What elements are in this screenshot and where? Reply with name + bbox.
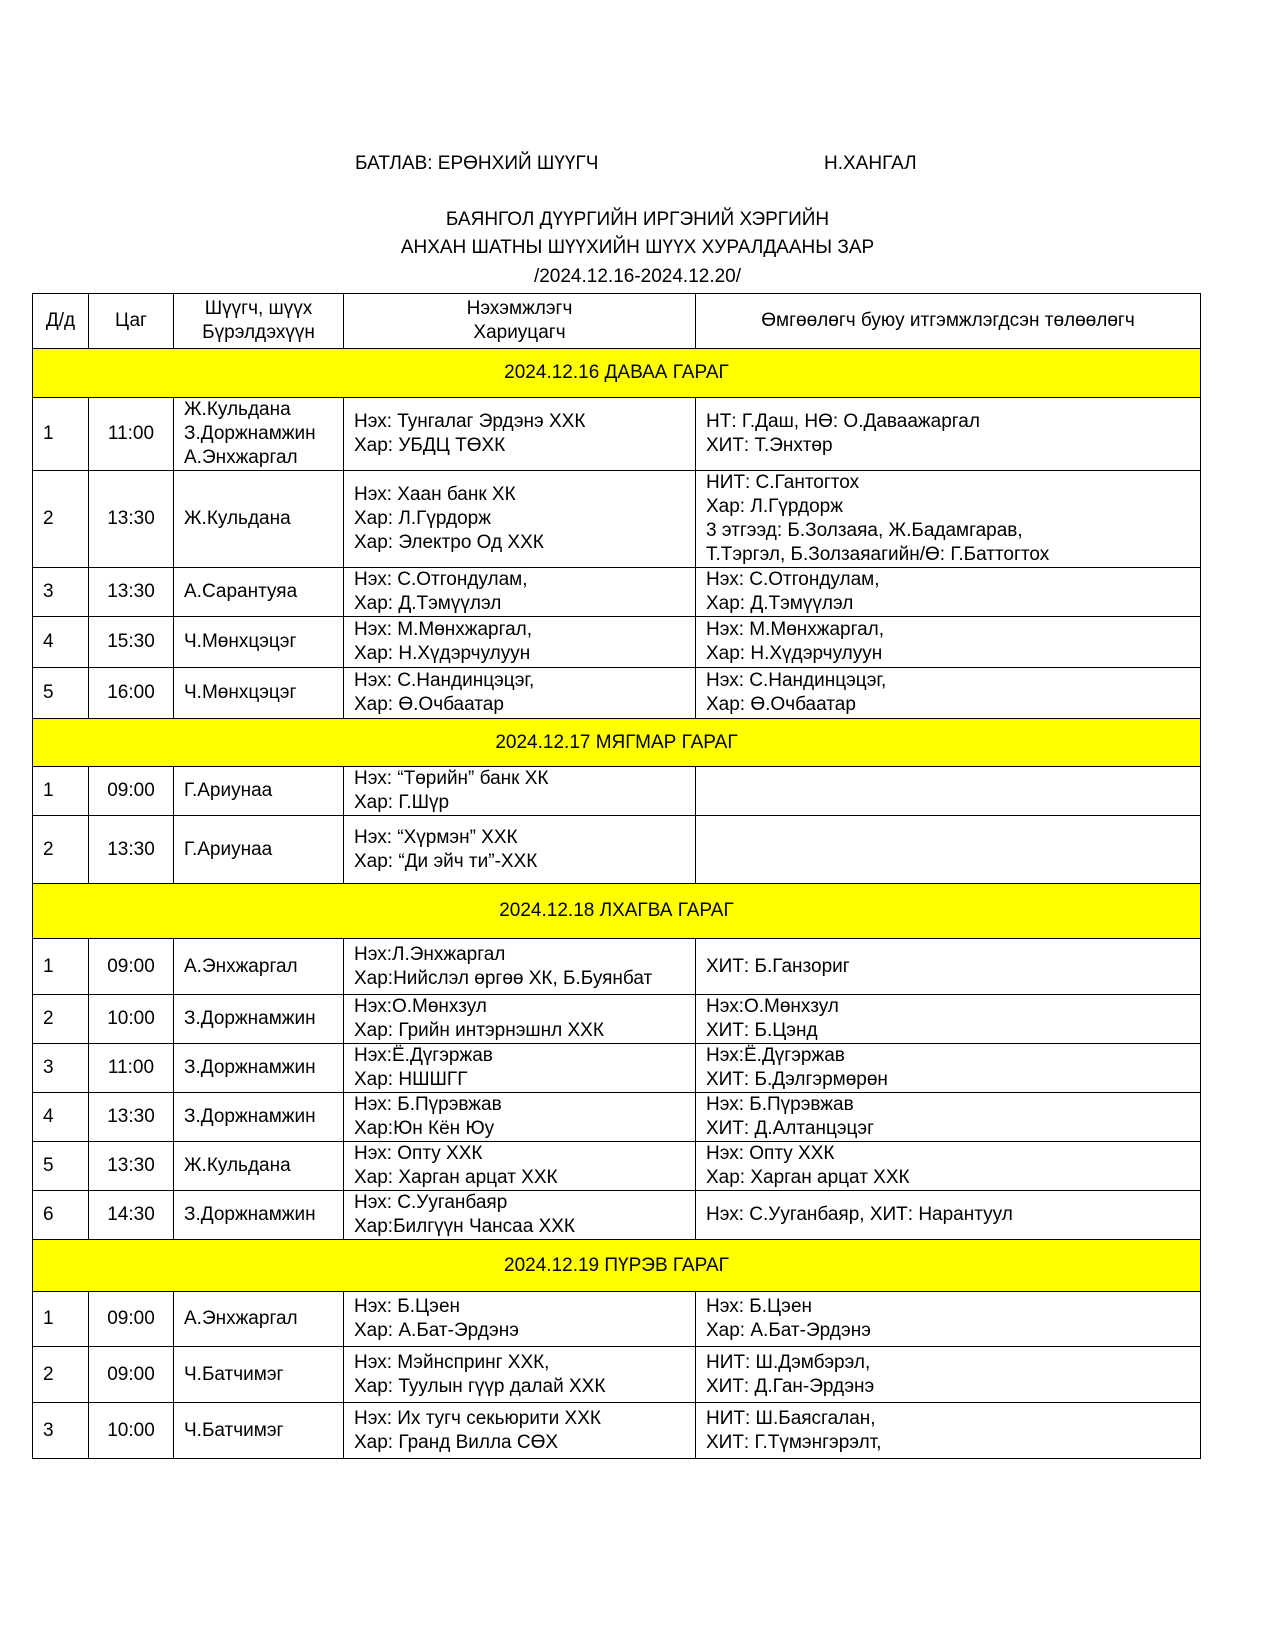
representatives xyxy=(696,568,1201,617)
parties-line: Нэх: Их тугч секьюрити ХХК xyxy=(354,1407,601,1429)
hearing-time: 09:00 xyxy=(89,1292,174,1347)
representatives-line: Хар: Л.Гүрдорж xyxy=(706,496,843,517)
parties-line: Хар: Гранд Вилла СӨХ xyxy=(354,1431,559,1453)
representatives-line: НТ: Г.Даш, НӨ: О.Даваажаргал xyxy=(706,411,980,432)
row-number: 2 xyxy=(33,471,89,568)
row-number: 1 xyxy=(33,939,89,995)
row-number: 1 xyxy=(33,767,89,816)
parties-line: Нэх: Б.Цэен xyxy=(354,1296,461,1317)
judge xyxy=(174,816,344,884)
representatives-line: ХИТ: Д.Ган-Эрдэнэ xyxy=(706,1375,875,1397)
parties xyxy=(344,668,696,719)
judge xyxy=(174,398,344,471)
parties-line: Нэх: С.Отгондулам, xyxy=(354,569,528,590)
representatives-line: Хар: Ө.Очбаатар xyxy=(706,694,856,715)
header-parties: Нэхэмжлэгч Хариуцагч xyxy=(344,294,696,349)
parties-line: Хар:Билгүүн Чансаа ХХК xyxy=(354,1216,576,1237)
parties-line: Нэх:Л.Энхжаргал xyxy=(354,943,506,965)
parties-line: Хар: Г.Шүр xyxy=(354,792,450,813)
hearing-time: 11:00 xyxy=(89,1044,174,1093)
row-number: 1 xyxy=(33,398,89,471)
day-header-row xyxy=(33,1240,1201,1292)
hearing-row xyxy=(33,471,1201,568)
representatives-line: ХИТ: Б.Ганзориг xyxy=(706,955,850,977)
judge xyxy=(174,1403,344,1459)
representatives-line: НИТ: Ш.Баясгалан, xyxy=(706,1407,876,1429)
approval-label: БАТЛАВ: ЕРӨНХИЙ ШҮҮГЧ xyxy=(355,153,599,174)
judge-line: А.Сарантуяа xyxy=(184,581,298,602)
representatives-line: Хар: А.Бат-Эрдэнэ xyxy=(706,1320,871,1341)
representatives-line: Хар: Н.Хүдэрчулуун xyxy=(706,643,883,664)
representatives-line: ХИТ: Д.Алтанцэцэг xyxy=(706,1118,875,1139)
parties-line: Хар: Д.Тэмүүлэл xyxy=(354,593,502,614)
judge xyxy=(174,617,344,668)
hearing-time: 09:00 xyxy=(89,939,174,995)
hearing-row xyxy=(33,1142,1201,1191)
hearing-time: 13:30 xyxy=(89,1093,174,1142)
representatives-line: Нэх:О.Мөнхзул xyxy=(706,996,839,1017)
judge-line: Г.Ариунаа xyxy=(184,780,273,801)
parties xyxy=(344,471,696,568)
parties xyxy=(344,1292,696,1347)
hearing-time: 09:00 xyxy=(89,767,174,816)
table-header-row xyxy=(33,294,1201,349)
hearing-row xyxy=(33,816,1201,884)
judge-line: З.Доржнамжин xyxy=(184,1106,316,1127)
representatives-line: Хар: Харган арцат ХХК xyxy=(706,1167,910,1188)
parties-line: Хар: Ө.Очбаатар xyxy=(354,694,504,715)
hearing-row xyxy=(33,668,1201,719)
row-number: 5 xyxy=(33,1142,89,1191)
row-number: 5 xyxy=(33,668,89,719)
judge xyxy=(174,767,344,816)
parties xyxy=(344,1142,696,1191)
judge-line: З.Доржнамжин xyxy=(184,1057,316,1078)
day-header-row xyxy=(33,884,1201,939)
row-number: 3 xyxy=(33,568,89,617)
representatives xyxy=(696,471,1201,568)
header-judge: Шүүгч, шүүх Бүрэлдэхүүн xyxy=(174,294,344,349)
judge-line: А.Энхжаргал xyxy=(184,1308,298,1329)
parties xyxy=(344,816,696,884)
parties xyxy=(344,568,696,617)
hearing-row xyxy=(33,939,1201,995)
representatives xyxy=(696,617,1201,668)
representatives xyxy=(696,668,1201,719)
hearing-row xyxy=(33,1044,1201,1093)
representatives xyxy=(696,398,1201,471)
parties xyxy=(344,939,696,995)
parties-line: Хар: УБДЦ ТӨХК xyxy=(354,435,506,456)
judge-line: З.Доржнамжин xyxy=(184,1204,316,1225)
parties-line: Нэх: Б.Пүрэвжав xyxy=(354,1094,502,1115)
parties-line: Нэх: Тунгалаг Эрдэнэ ХХК xyxy=(354,411,586,432)
representatives xyxy=(696,767,1201,816)
hearing-row xyxy=(33,1403,1201,1459)
judge-line: Ж.Кульдана xyxy=(184,399,291,420)
representatives-line: ХИТ: Г.Түмэнгэрэлт, xyxy=(706,1431,882,1453)
representatives-line: Хар: Д.Тэмүүлэл xyxy=(706,593,854,614)
representatives-line: 3 этгээд: Б.Золзаяа, Ж.Бадамгарав, xyxy=(706,520,1023,541)
representatives-line: Нэх: Опту ХХК xyxy=(706,1143,835,1164)
day-label: 2024.12.18 ЛХАГВА ГАРАГ xyxy=(33,884,1201,939)
parties-line: Нэх: М.Мөнхжаргал, xyxy=(354,619,533,640)
hearing-time: 13:30 xyxy=(89,568,174,617)
representatives-line: НИТ: Ш.Дэмбэрэл, xyxy=(706,1351,871,1373)
parties xyxy=(344,995,696,1044)
representatives-line: ХИТ: Т.Энхтөр xyxy=(706,435,833,456)
representatives xyxy=(696,1093,1201,1142)
judge xyxy=(174,1044,344,1093)
representatives-line: Нэх: Б.Цэен xyxy=(706,1296,813,1317)
header-representatives: Өмгөөлөгч буюу итгэмжлэгдсэн төлөөлөгч xyxy=(696,294,1201,349)
representatives xyxy=(696,939,1201,995)
parties-line: Нэх: С.Ууганбаяр xyxy=(354,1192,508,1213)
judge xyxy=(174,1093,344,1142)
parties-line: Нэх: Опту ХХК xyxy=(354,1143,483,1164)
representatives-line: Нэх: Б.Пүрэвжав xyxy=(706,1094,854,1115)
representatives xyxy=(696,1142,1201,1191)
representatives-line: Нэх: М.Мөнхжаргал, xyxy=(706,619,885,640)
row-number: 3 xyxy=(33,1044,89,1093)
judge-line: Г.Ариунаа xyxy=(184,838,273,860)
row-number: 4 xyxy=(33,617,89,668)
parties-line: Хар:Юн Кён Юу xyxy=(354,1118,495,1139)
day-header-row xyxy=(33,349,1201,398)
parties-line: Хар:Нийслэл өргөө ХК, Б.Буянбат xyxy=(354,967,653,989)
parties-line: Нэх:О.Мөнхзул xyxy=(354,996,487,1017)
parties xyxy=(344,1044,696,1093)
parties-line: Хар: “Ди эйч ти”-ХХК xyxy=(354,850,538,872)
hearing-time: 13:30 xyxy=(89,1142,174,1191)
parties-line: Хар: Харган арцат ХХК xyxy=(354,1167,558,1188)
hearing-schedule-table xyxy=(32,293,1201,1459)
representatives xyxy=(696,1044,1201,1093)
judge xyxy=(174,668,344,719)
hearing-row xyxy=(33,1347,1201,1403)
hearing-row xyxy=(33,568,1201,617)
representatives xyxy=(696,1347,1201,1403)
judge-line: Ч.Мөнхцэцэг xyxy=(184,682,297,703)
hearing-time: 13:30 xyxy=(89,816,174,884)
judge-line: А.Энхжаргал xyxy=(184,447,298,468)
row-number: 1 xyxy=(33,1292,89,1347)
parties-line: Хар: Н.Хүдэрчулуун xyxy=(354,643,531,664)
row-number: 2 xyxy=(33,1347,89,1403)
hearing-time: 13:30 xyxy=(89,471,174,568)
hearing-time: 10:00 xyxy=(89,1403,174,1459)
representatives-line: Нэх: С.Отгондулам, xyxy=(706,569,880,590)
schedule-title: АНХАН ШАТНЫ ШҮҮХИЙН ШҮҮХ ХУРАЛДААНЫ ЗАР xyxy=(400,237,875,258)
hearing-time: 10:00 xyxy=(89,995,174,1044)
judge-line: Ж.Кульдана xyxy=(184,1155,291,1176)
approver-name: Н.ХАНГАЛ xyxy=(824,153,917,174)
hearing-row xyxy=(33,1191,1201,1240)
representatives xyxy=(696,1191,1201,1240)
parties xyxy=(344,617,696,668)
day-header-row xyxy=(33,719,1201,767)
approval-line xyxy=(0,153,1275,179)
parties-line: Нэх: “Хүрмэн” ХХК xyxy=(354,826,518,848)
representatives-line: Нэх: С.Ууганбаяр, ХИТ: Нарантуул xyxy=(706,1204,1013,1225)
representatives xyxy=(696,1292,1201,1347)
judge xyxy=(174,1347,344,1403)
hearing-time: 16:00 xyxy=(89,668,174,719)
representatives-line: Нэх:Ё.Дүгэржав xyxy=(706,1045,845,1066)
judge xyxy=(174,471,344,568)
hearing-row xyxy=(33,1093,1201,1142)
hearing-row xyxy=(33,995,1201,1044)
hearing-row xyxy=(33,617,1201,668)
representatives-line: ХИТ: Б.Дэлгэрмөрөн xyxy=(706,1069,888,1090)
judge-line: Ч.Батчимэг xyxy=(184,1363,284,1385)
parties-line: Хар: Грийн интэрнэшнл ХХК xyxy=(354,1020,604,1041)
parties xyxy=(344,398,696,471)
hearing-row xyxy=(33,767,1201,816)
row-number: 3 xyxy=(33,1403,89,1459)
parties-line: Нэх: Хаан банк ХК xyxy=(354,484,516,505)
representatives xyxy=(696,995,1201,1044)
parties-line: Нэх: Мэйнспринг ХХК, xyxy=(354,1351,550,1373)
judge xyxy=(174,995,344,1044)
row-number: 2 xyxy=(33,995,89,1044)
judge xyxy=(174,1191,344,1240)
header-num: Д/д xyxy=(33,294,89,349)
judge-line: Ч.Мөнхцэцэг xyxy=(184,631,297,652)
judge xyxy=(174,939,344,995)
parties xyxy=(344,1347,696,1403)
representatives-line: Т.Тэргэл, Б.Золзаяагийн/Ө: Г.Баттогтох xyxy=(706,544,1050,565)
hearing-time: 11:00 xyxy=(89,398,174,471)
judge-line: Ж.Кульдана xyxy=(184,508,291,529)
judge xyxy=(174,1142,344,1191)
parties-line: Нэх: С.Нандинцэцэг, xyxy=(354,670,535,691)
judge xyxy=(174,1292,344,1347)
parties-line: Нэх: “Төрийн” банк ХК xyxy=(354,768,549,789)
judge-line: Ч.Батчимэг xyxy=(184,1419,284,1441)
parties-line: Нэх:Ё.Дүгэржав xyxy=(354,1045,493,1066)
judge-line: А.Энхжаргал xyxy=(184,955,298,977)
representatives-line: НИТ: С.Гантогтох xyxy=(706,472,860,493)
date-range: /2024.12.16-2024.12.20/ xyxy=(533,266,742,287)
parties xyxy=(344,1403,696,1459)
parties-line: Хар: А.Бат-Эрдэнэ xyxy=(354,1320,519,1341)
representatives xyxy=(696,816,1201,884)
representatives xyxy=(696,1403,1201,1459)
day-label: 2024.12.17 МЯГМАР ГАРАГ xyxy=(33,719,1201,767)
representatives-line: ХИТ: Б.Цэнд xyxy=(706,1020,818,1041)
row-number: 2 xyxy=(33,816,89,884)
row-number: 4 xyxy=(33,1093,89,1142)
row-number: 6 xyxy=(33,1191,89,1240)
parties xyxy=(344,1191,696,1240)
parties-line: Хар: Туулын гүүр далай ХХК xyxy=(354,1375,606,1397)
header-time: Цаг xyxy=(89,294,174,349)
court-title: БАЯНГОЛ ДҮҮРГИЙН ИРГЭНИЙ ХЭРГИЙН xyxy=(445,209,830,230)
hearing-time: 15:30 xyxy=(89,617,174,668)
judge xyxy=(174,568,344,617)
judge-line: З.Доржнамжин xyxy=(184,1008,316,1029)
judge-line: З.Доржнамжин xyxy=(184,423,316,444)
hearing-row xyxy=(33,1292,1201,1347)
parties-line: Хар: Электро Од ХХК xyxy=(354,532,544,553)
parties-line: Хар: Л.Гүрдорж xyxy=(354,508,491,529)
parties xyxy=(344,1093,696,1142)
day-label: 2024.12.16 ДАВАА ГАРАГ xyxy=(33,349,1201,398)
parties xyxy=(344,767,696,816)
hearing-row xyxy=(33,398,1201,471)
representatives-line: Нэх: С.Нандинцэцэг, xyxy=(706,670,887,691)
hearing-time: 09:00 xyxy=(89,1347,174,1403)
parties-line: Хар: НШШГГ xyxy=(354,1069,468,1090)
hearing-time: 14:30 xyxy=(89,1191,174,1240)
day-label: 2024.12.19 ПҮРЭВ ГАРАГ xyxy=(33,1240,1201,1292)
